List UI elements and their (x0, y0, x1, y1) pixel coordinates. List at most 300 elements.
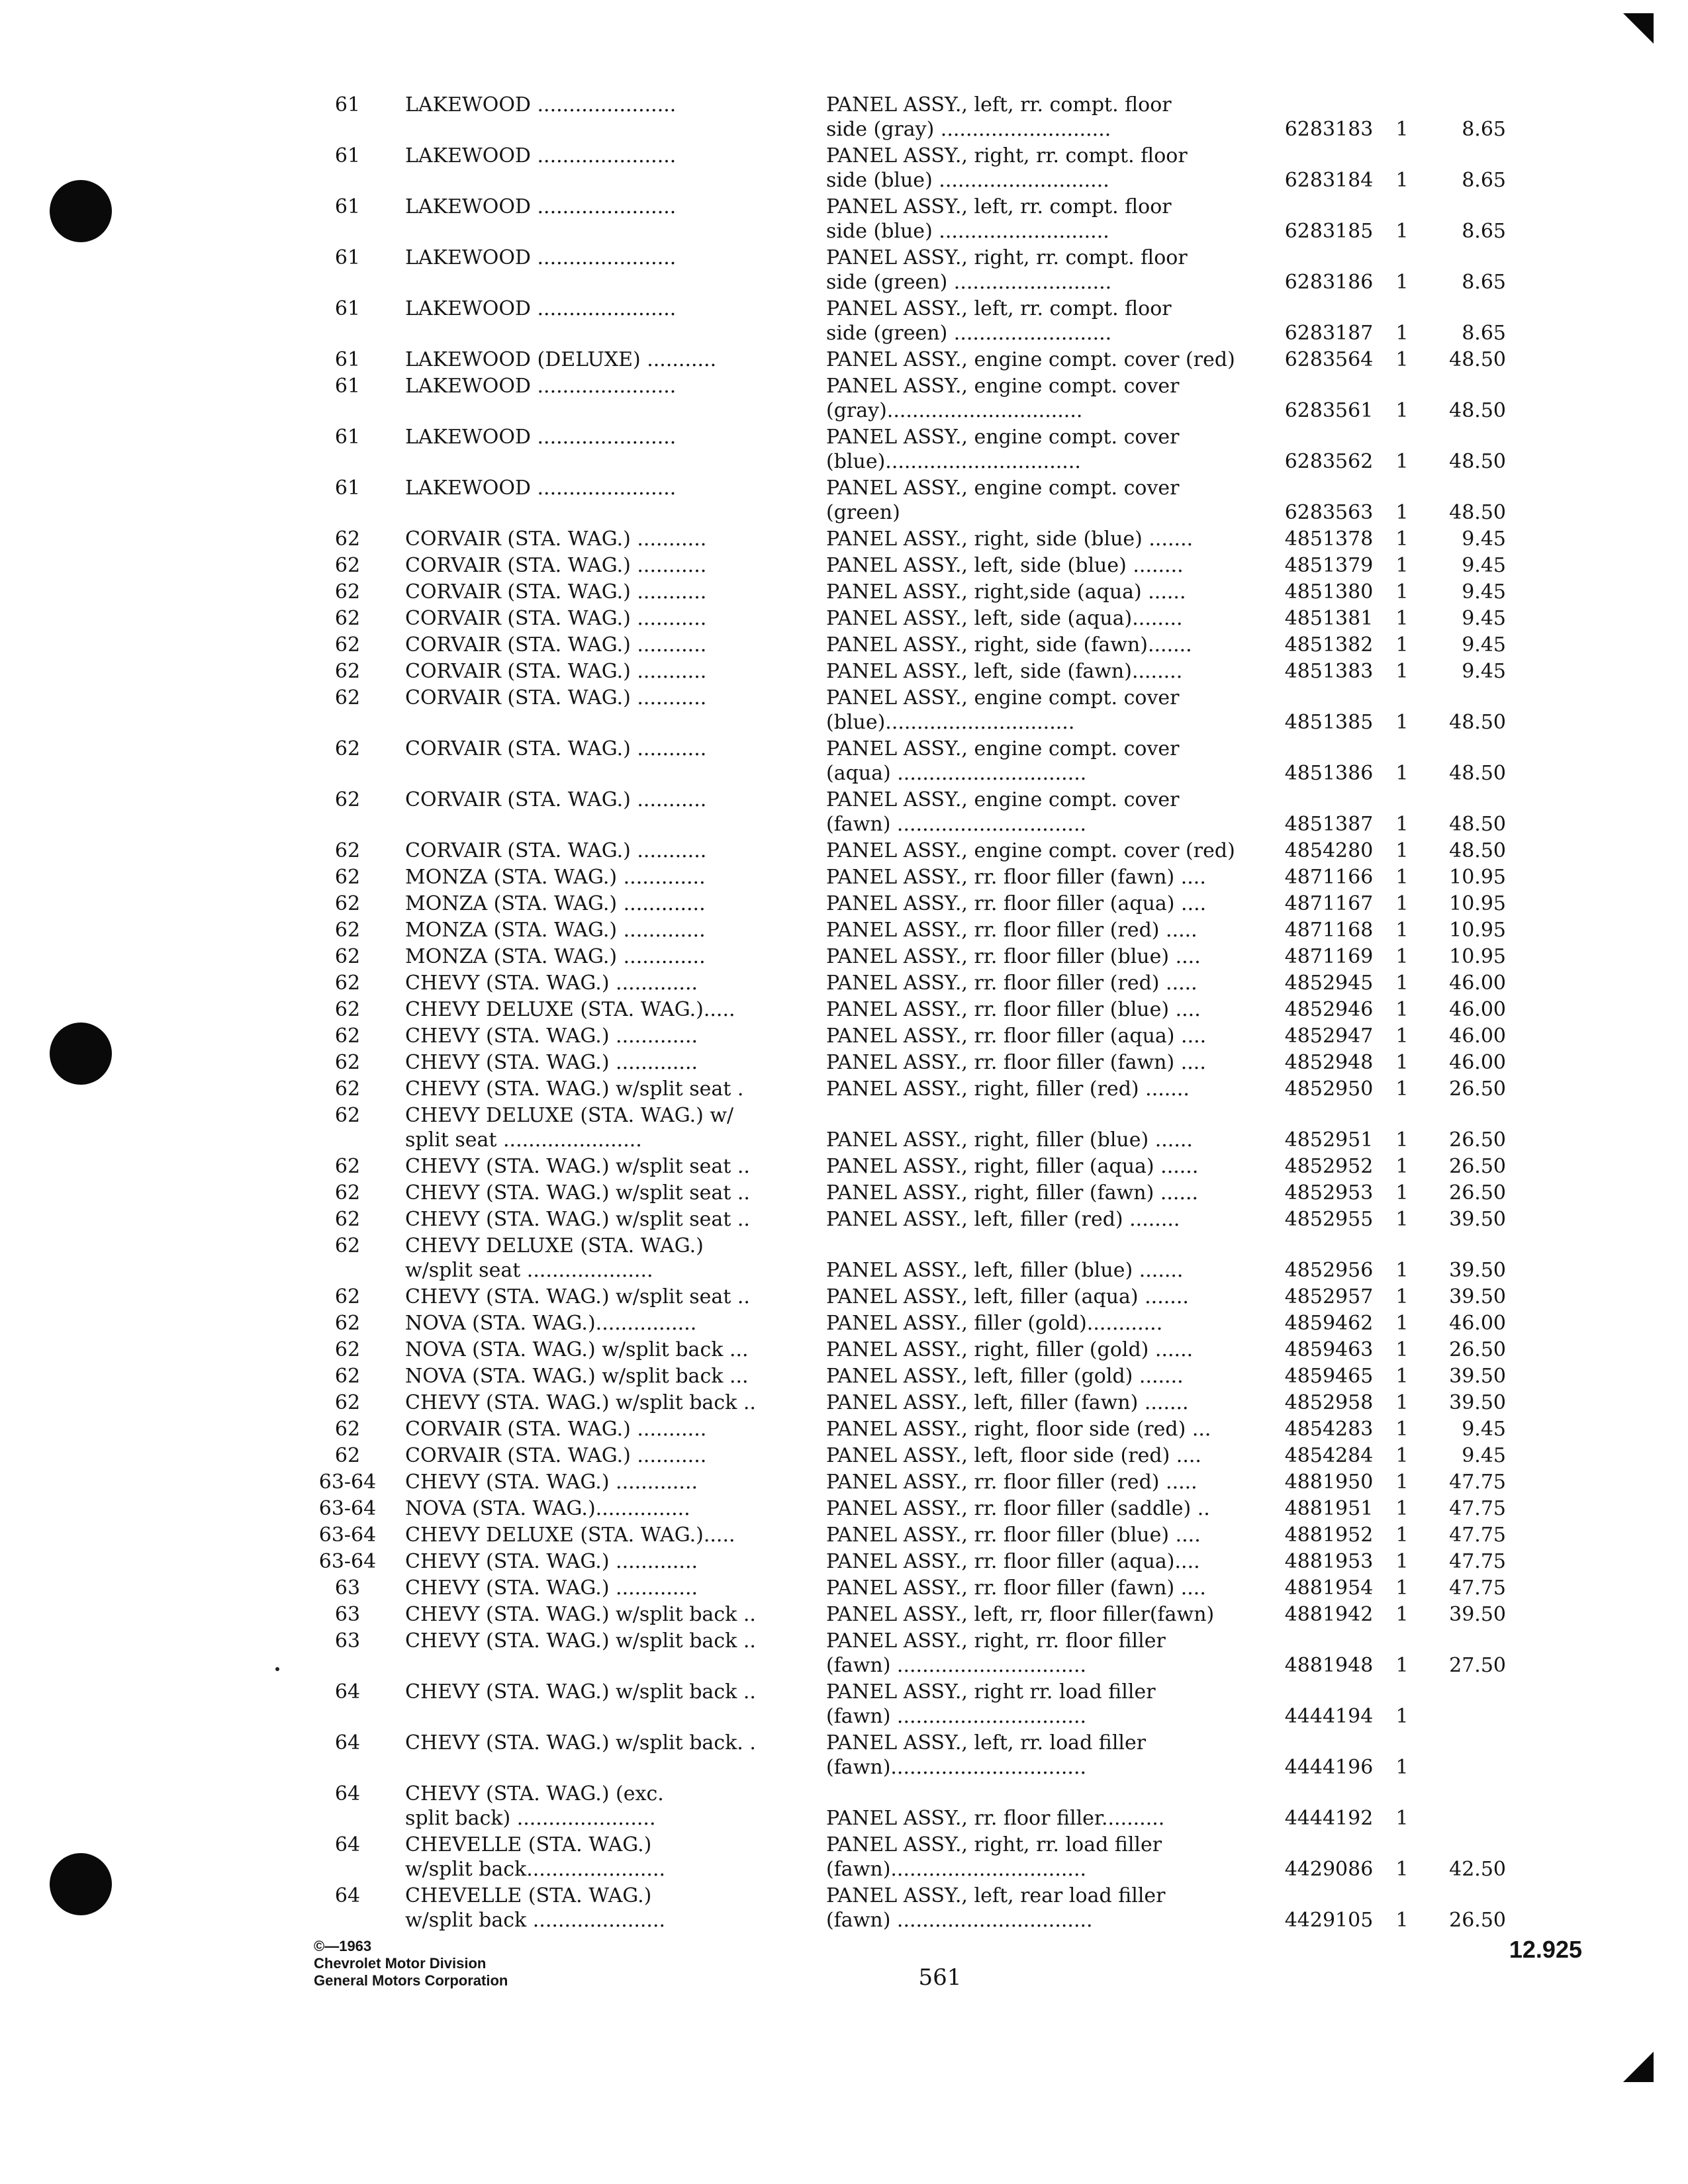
table-row (0, 997, 1688, 1022)
entry-model: NOVA (STA. WAG.) w/split back ... (405, 1338, 749, 1361)
entry-part-number: 4852958 (1284, 1391, 1374, 1414)
entry-year: 61 (334, 93, 361, 116)
entry-part-number: 6283187 (1284, 322, 1374, 345)
entry-year: 62 (334, 998, 361, 1021)
entry-description: PANEL ASSY., rr. floor filler (fawn) .... (826, 1051, 1206, 1074)
entry-year: 62 (334, 1365, 361, 1388)
entry-quantity: 1 (1395, 1654, 1409, 1677)
entry-description: PANEL ASSY., left, side (aqua)........ (826, 607, 1183, 630)
table-row (0, 1680, 1688, 1729)
entry-model: CHEVELLE (STA. WAG.) (405, 1884, 652, 1907)
entry-year: 61 (334, 195, 361, 218)
entry-quantity: 1 (1395, 1603, 1409, 1626)
entry-description: PANEL ASSY., right, rr. floor filler (826, 1629, 1166, 1653)
entry-year: 62 (334, 1338, 361, 1361)
entry-description: PANEL ASSY., left, filler (gold) ....... (826, 1365, 1184, 1388)
entry-description: PANEL ASSY., rr. floor filler (aqua) .... (826, 1024, 1207, 1048)
entry-price: 9.45 (1462, 554, 1506, 577)
entry-description: PANEL ASSY., right, filler (aqua) ...... (826, 1155, 1199, 1178)
section-number: 12.925 (1509, 1936, 1582, 1963)
entry-description: PANEL ASSY., rr. floor filler (fawn) .... (826, 866, 1206, 889)
entry-quantity: 1 (1395, 220, 1409, 243)
table-row (0, 1338, 1688, 1362)
entry-model: LAKEWOOD ...................... (405, 297, 677, 320)
entry-model: CHEVY (STA. WAG.) w/split back .. (405, 1680, 756, 1704)
entry-quantity: 1 (1395, 169, 1409, 192)
entry-model: MONZA (STA. WAG.) ............. (405, 866, 706, 889)
entry-year: 64 (334, 1680, 361, 1704)
entry-model: CORVAIR (STA. WAG.) ........... (405, 660, 707, 683)
entry-model: LAKEWOOD ...................... (405, 426, 677, 449)
entry-price: 8.65 (1462, 118, 1506, 141)
entry-description: PANEL ASSY., right rr. load filler (826, 1680, 1156, 1704)
entry-year: 62 (334, 737, 361, 760)
entry-quantity: 1 (1395, 554, 1409, 577)
entry-quantity: 1 (1395, 580, 1409, 604)
table-row (0, 944, 1688, 969)
entry-year: 61 (334, 426, 361, 449)
entry-description: PANEL ASSY., filler (gold)............ (826, 1312, 1163, 1335)
entry-part-number: 4851380 (1284, 580, 1374, 604)
entry-model: CORVAIR (STA. WAG.) ........... (405, 527, 707, 551)
entry-part-number: 4852951 (1284, 1128, 1374, 1152)
entry-year: 61 (334, 246, 361, 269)
entry-model-continued: w/split seat .................... (405, 1259, 653, 1282)
entry-model: LAKEWOOD (DELUXE) ........... (405, 348, 717, 371)
entry-model: CHEVY (STA. WAG.) w/split back .. (405, 1391, 756, 1414)
entry-year: 62 (334, 1181, 361, 1205)
corporation-name: General Motors Corporation (314, 1972, 508, 1989)
entry-year: 61 (334, 144, 361, 167)
entry-description: PANEL ASSY., right, filler (fawn) ...... (826, 1181, 1199, 1205)
entry-quantity: 1 (1395, 1471, 1409, 1494)
entry-description: PANEL ASSY., left, filler (fawn) ....... (826, 1391, 1189, 1414)
table-row (0, 246, 1688, 295)
entry-year: 62 (334, 839, 361, 862)
entry-price: 8.65 (1462, 169, 1506, 192)
table-row (0, 1629, 1688, 1678)
entry-price: 8.65 (1462, 322, 1506, 345)
entry-part-number: 4852953 (1284, 1181, 1374, 1205)
entry-model: MONZA (STA. WAG.) ............. (405, 945, 706, 968)
entry-price: 26.50 (1449, 1181, 1506, 1205)
entry-price: 48.50 (1449, 450, 1506, 473)
entry-model: CHEVY DELUXE (STA. WAG.)..... (405, 998, 735, 1021)
entry-year: 62 (334, 1285, 361, 1308)
entry-part-number: 6283184 (1284, 169, 1374, 192)
table-row (0, 1470, 1688, 1494)
entry-quantity: 1 (1395, 633, 1409, 657)
entry-quantity: 1 (1395, 1365, 1409, 1388)
entry-part-number: 4881953 (1284, 1550, 1374, 1573)
entry-description: PANEL ASSY., left, rr. compt. floor (826, 195, 1172, 218)
entry-model: CHEVY (STA. WAG.) (exc. (405, 1782, 664, 1805)
entry-description-continued: side (green) ......................... (826, 271, 1112, 294)
entry-year: 62 (334, 527, 361, 551)
entry-description: PANEL ASSY., rr. floor filler (red) ..... (826, 919, 1197, 942)
entry-quantity: 1 (1395, 866, 1409, 889)
entry-description: PANEL ASSY., right, filler (gold) ...... (826, 1338, 1194, 1361)
table-row (0, 1884, 1688, 1933)
entry-quantity: 1 (1395, 945, 1409, 968)
entry-quantity: 1 (1395, 892, 1409, 915)
entry-model: CORVAIR (STA. WAG.) ........... (405, 1444, 707, 1467)
table-row (0, 1576, 1688, 1600)
entry-price: 46.00 (1449, 998, 1506, 1021)
entry-quantity: 1 (1395, 1756, 1409, 1779)
entry-part-number: 4851382 (1284, 633, 1374, 657)
entry-model-continued: split back) ...................... (405, 1807, 656, 1830)
entry-description-continued: (fawn) .............................. (826, 813, 1087, 836)
entry-quantity: 1 (1395, 1807, 1409, 1830)
table-row (0, 1443, 1688, 1468)
entry-description-continued: (gray)............................... (826, 399, 1083, 422)
entry-quantity: 1 (1395, 450, 1409, 473)
entry-price: 48.50 (1449, 399, 1506, 422)
entry-part-number: 4851385 (1284, 711, 1374, 734)
entry-model: CORVAIR (STA. WAG.) ........... (405, 788, 707, 811)
entry-part-number: 4881948 (1284, 1654, 1374, 1677)
entry-year: 63-64 (318, 1524, 377, 1547)
entry-price: 10.95 (1449, 945, 1506, 968)
entry-model: CHEVY (STA. WAG.) ............. (405, 1024, 698, 1048)
entry-description-continued: PANEL ASSY., left, filler (blue) ....... (826, 1259, 1184, 1282)
entry-description: PANEL ASSY., rr. floor filler (saddle) .. (826, 1497, 1210, 1520)
entry-quantity: 1 (1395, 399, 1409, 422)
entry-description-continued: (fawn) .............................. (826, 1654, 1087, 1677)
entry-part-number: 4429105 (1284, 1909, 1374, 1932)
entry-price: 39.50 (1449, 1259, 1506, 1282)
entry-description: PANEL ASSY., rr. floor filler (red) ..... (826, 1471, 1197, 1494)
entry-model: MONZA (STA. WAG.) ............. (405, 892, 706, 915)
entry-model: CHEVY (STA. WAG.) ............. (405, 1550, 698, 1573)
table-row (0, 553, 1688, 578)
entry-model: LAKEWOOD ...................... (405, 375, 677, 398)
entry-model: CORVAIR (STA. WAG.) ........... (405, 554, 707, 577)
table-row (0, 1234, 1688, 1283)
entry-price: 48.50 (1449, 762, 1506, 785)
entry-year: 62 (334, 866, 361, 889)
entry-part-number: 4871168 (1284, 919, 1374, 942)
entry-quantity: 1 (1395, 1444, 1409, 1467)
entry-price: 9.45 (1462, 607, 1506, 630)
entry-price: 39.50 (1449, 1391, 1506, 1414)
entry-year: 61 (334, 297, 361, 320)
entry-quantity: 1 (1395, 1497, 1409, 1520)
entry-quantity: 1 (1395, 998, 1409, 1021)
entry-description: PANEL ASSY., left, rr. compt. floor (826, 93, 1172, 116)
entry-year: 62 (334, 1208, 361, 1231)
entry-price: 9.45 (1462, 527, 1506, 551)
entry-part-number: 4871166 (1284, 866, 1374, 889)
entry-quantity: 1 (1395, 1051, 1409, 1074)
entry-part-number: 4852957 (1284, 1285, 1374, 1308)
entry-part-number: 6283186 (1284, 271, 1374, 294)
entry-model: CORVAIR (STA. WAG.) ........... (405, 580, 707, 604)
table-row (0, 425, 1688, 474)
entry-part-number: 4854283 (1284, 1418, 1374, 1441)
entry-price: 10.95 (1449, 892, 1506, 915)
entry-quantity: 1 (1395, 1705, 1409, 1728)
entry-description: PANEL ASSY., left, side (fawn)........ (826, 660, 1183, 683)
table-row (0, 1311, 1688, 1336)
entry-part-number: 4444192 (1284, 1807, 1374, 1830)
entry-model: CHEVY DELUXE (STA. WAG.) w/ (405, 1104, 734, 1127)
entry-price: 48.50 (1449, 839, 1506, 862)
entry-price: 10.95 (1449, 919, 1506, 942)
entry-price: 26.50 (1449, 1338, 1506, 1361)
entry-part-number: 4881942 (1284, 1603, 1374, 1626)
entry-part-number: 4852945 (1284, 972, 1374, 995)
entry-price: 9.45 (1462, 633, 1506, 657)
entry-part-number: 4851379 (1284, 554, 1374, 577)
entry-price: 9.45 (1462, 660, 1506, 683)
entry-description: PANEL ASSY., rr. floor filler (aqua).... (826, 1550, 1200, 1573)
entry-price: 46.00 (1449, 1051, 1506, 1074)
entry-year: 62 (334, 1312, 361, 1335)
entry-model: NOVA (STA. WAG.)............... (405, 1497, 690, 1520)
entry-price: 48.50 (1449, 348, 1506, 371)
table-row (0, 971, 1688, 995)
entry-year: 64 (334, 1884, 361, 1907)
table-row (0, 1417, 1688, 1441)
entry-year: 62 (334, 972, 361, 995)
entry-model: CHEVY (STA. WAG.) w/split back .. (405, 1629, 756, 1653)
entry-model: CHEVY (STA. WAG.) ............. (405, 1576, 698, 1600)
table-row (0, 580, 1688, 604)
table-row (0, 1602, 1688, 1627)
table-row (0, 1050, 1688, 1075)
table-row (0, 374, 1688, 423)
entry-part-number: 4881950 (1284, 1471, 1374, 1494)
entry-description: PANEL ASSY., engine compt. cover (826, 686, 1180, 709)
entry-price: 26.50 (1449, 1155, 1506, 1178)
entry-year: 62 (334, 1155, 361, 1178)
entry-year: 62 (334, 580, 361, 604)
entry-quantity: 1 (1395, 271, 1409, 294)
entry-price: 48.50 (1449, 711, 1506, 734)
table-row (0, 93, 1688, 142)
entry-description: PANEL ASSY., right, rr. load filler (826, 1833, 1162, 1856)
entry-part-number: 4851386 (1284, 762, 1374, 785)
entry-part-number: 4852955 (1284, 1208, 1374, 1231)
entry-model: CORVAIR (STA. WAG.) ........... (405, 1418, 707, 1441)
entry-year: 62 (334, 1024, 361, 1048)
table-row (0, 347, 1688, 372)
entry-part-number: 4851387 (1284, 813, 1374, 836)
table-row (0, 1077, 1688, 1101)
entry-quantity: 1 (1395, 527, 1409, 551)
table-row (0, 1285, 1688, 1309)
entry-part-number: 4852952 (1284, 1155, 1374, 1178)
table-row (0, 839, 1688, 863)
entry-description: PANEL ASSY., right, side (blue) ....... (826, 527, 1194, 551)
entry-description-continued: side (blue) ........................... (826, 220, 1109, 243)
entry-quantity: 1 (1395, 660, 1409, 683)
entry-description: PANEL ASSY., engine compt. cover (826, 788, 1180, 811)
entry-price: 26.50 (1449, 1909, 1506, 1932)
entry-year: 64 (334, 1833, 361, 1856)
table-row (0, 659, 1688, 684)
entry-year: 62 (334, 919, 361, 942)
entry-description: PANEL ASSY., left, filler (red) ........ (826, 1208, 1180, 1231)
entry-description: PANEL ASSY., left, rr. load filler (826, 1731, 1147, 1754)
entry-description: PANEL ASSY., engine compt. cover (826, 737, 1180, 760)
entry-model: LAKEWOOD ...................... (405, 246, 677, 269)
table-row (0, 1782, 1688, 1831)
entry-quantity: 1 (1395, 813, 1409, 836)
entry-description: PANEL ASSY., right, floor side (red) ... (826, 1418, 1211, 1441)
entry-year: 62 (334, 1234, 361, 1257)
entry-model: LAKEWOOD ...................... (405, 93, 677, 116)
table-row (0, 1390, 1688, 1415)
entry-year: 62 (334, 1077, 361, 1101)
table-row (0, 144, 1688, 193)
entry-year: 62 (334, 892, 361, 915)
table-row (0, 1833, 1688, 1882)
entry-description: PANEL ASSY., left, floor side (red) .... (826, 1444, 1201, 1467)
entry-price: 10.95 (1449, 866, 1506, 889)
entry-description: PANEL ASSY., rr. floor filler (fawn) .... (826, 1576, 1206, 1600)
entry-model: CHEVY (STA. WAG.) ............. (405, 972, 698, 995)
entry-quantity: 1 (1395, 1576, 1409, 1600)
entry-model: CHEVY (STA. WAG.) ............. (405, 1471, 698, 1494)
entry-price: 27.50 (1449, 1654, 1506, 1677)
table-row (0, 1103, 1688, 1152)
entry-part-number: 4871169 (1284, 945, 1374, 968)
entry-quantity: 1 (1395, 1338, 1409, 1361)
entry-year: 62 (334, 1391, 361, 1414)
table-row (0, 1207, 1688, 1232)
entry-quantity: 1 (1395, 711, 1409, 734)
entry-quantity: 1 (1395, 322, 1409, 345)
entry-quantity: 1 (1395, 1909, 1409, 1932)
entry-part-number: 4444196 (1284, 1756, 1374, 1779)
entry-model: NOVA (STA. WAG.) w/split back ... (405, 1365, 749, 1388)
entry-description: PANEL ASSY., right,side (aqua) ...... (826, 580, 1186, 604)
entry-part-number: 4852948 (1284, 1051, 1374, 1074)
entry-price: 46.00 (1449, 1312, 1506, 1335)
entry-description-continued: PANEL ASSY., right, filler (blue) ...... (826, 1128, 1193, 1152)
entry-part-number: 4859463 (1284, 1338, 1374, 1361)
entry-year: 63-64 (318, 1497, 377, 1520)
entry-price: 48.50 (1449, 501, 1506, 524)
entry-price: 47.75 (1449, 1524, 1506, 1547)
entry-price: 39.50 (1449, 1285, 1506, 1308)
entry-model: CORVAIR (STA. WAG.) ........... (405, 686, 707, 709)
entry-model: NOVA (STA. WAG.)................ (405, 1312, 697, 1335)
entry-part-number: 4881951 (1284, 1497, 1374, 1520)
entry-quantity: 1 (1395, 1077, 1409, 1101)
table-row (0, 527, 1688, 551)
entry-part-number: 4859462 (1284, 1312, 1374, 1335)
entry-year: 62 (334, 633, 361, 657)
entry-quantity: 1 (1395, 607, 1409, 630)
entry-quantity: 1 (1395, 1181, 1409, 1205)
entry-year: 63 (334, 1576, 361, 1600)
entry-description-continued: (fawn)............................... (826, 1756, 1087, 1779)
entry-model: CHEVY (STA. WAG.) w/split seat . (405, 1077, 744, 1101)
entry-part-number: 4854284 (1284, 1444, 1374, 1467)
entry-quantity: 1 (1395, 1285, 1409, 1308)
entry-description: PANEL ASSY., left, rear load filler (826, 1884, 1166, 1907)
entry-model: CHEVY (STA. WAG.) w/split seat .. (405, 1155, 750, 1178)
entry-part-number: 4851383 (1284, 660, 1374, 683)
entry-model-continued: split seat ...................... (405, 1128, 642, 1152)
entry-part-number: 6283564 (1284, 348, 1374, 371)
entry-quantity: 1 (1395, 1155, 1409, 1178)
entry-year: 63 (334, 1629, 361, 1653)
entry-description: PANEL ASSY., engine compt. cover (red) (826, 348, 1235, 371)
entry-description-continued: side (gray) ........................... (826, 118, 1111, 141)
table-row (0, 1181, 1688, 1205)
entry-price: 46.00 (1449, 972, 1506, 995)
corner-mark-bottom-right (1623, 2052, 1654, 2082)
entry-model: CHEVY (STA. WAG.) ............. (405, 1051, 698, 1074)
table-row (0, 1731, 1688, 1780)
page-number: 561 (918, 1964, 962, 1991)
entry-model: LAKEWOOD ...................... (405, 195, 677, 218)
entry-quantity: 1 (1395, 1524, 1409, 1547)
entry-description: PANEL ASSY., engine compt. cover (826, 375, 1180, 398)
entry-description: PANEL ASSY., rr. floor filler (aqua) .... (826, 892, 1207, 915)
entry-description-continued: (aqua) .............................. (826, 762, 1087, 785)
entry-model: CORVAIR (STA. WAG.) ........... (405, 839, 707, 862)
entry-year: 64 (334, 1782, 361, 1805)
entry-part-number: 6283563 (1284, 501, 1374, 524)
entry-quantity: 1 (1395, 1858, 1409, 1881)
entry-model: CHEVY (STA. WAG.) w/split seat .. (405, 1285, 750, 1308)
entry-model-continued: w/split back ..................... (405, 1909, 666, 1932)
entry-price: 42.50 (1449, 1858, 1506, 1881)
entry-description: PANEL ASSY., rr. floor filler (blue) .... (826, 998, 1201, 1021)
entry-part-number: 6283562 (1284, 450, 1374, 473)
entry-description: PANEL ASSY., right, side (fawn)....... (826, 633, 1192, 657)
entry-year: 61 (334, 375, 361, 398)
entry-price: 47.75 (1449, 1471, 1506, 1494)
entry-part-number: 4854280 (1284, 839, 1374, 862)
entry-quantity: 1 (1395, 1391, 1409, 1414)
table-row (0, 1024, 1688, 1048)
entry-price: 48.50 (1449, 813, 1506, 836)
table-row (0, 633, 1688, 657)
entry-year: 62 (334, 660, 361, 683)
entry-part-number: 4444194 (1284, 1705, 1374, 1728)
entry-year: 62 (334, 1104, 361, 1127)
entry-description: PANEL ASSY., left, side (blue) ........ (826, 554, 1184, 577)
entry-price: 9.45 (1462, 1444, 1506, 1467)
entry-price: 9.45 (1462, 580, 1506, 604)
entry-description: PANEL ASSY., rr. floor filler (red) ..... (826, 972, 1197, 995)
table-row (0, 195, 1688, 244)
entry-price: 47.75 (1449, 1550, 1506, 1573)
entry-quantity: 1 (1395, 1312, 1409, 1335)
entry-year: 62 (334, 1444, 361, 1467)
entry-year: 62 (334, 945, 361, 968)
table-row (0, 1364, 1688, 1388)
entry-quantity: 1 (1395, 1418, 1409, 1441)
entry-part-number: 6283561 (1284, 399, 1374, 422)
entry-price: 8.65 (1462, 271, 1506, 294)
entry-price: 26.50 (1449, 1128, 1506, 1152)
entry-part-number: 4852947 (1284, 1024, 1374, 1048)
table-row (0, 606, 1688, 631)
entry-part-number: 6283185 (1284, 220, 1374, 243)
entry-model: LAKEWOOD ...................... (405, 477, 677, 500)
entry-year: 62 (334, 686, 361, 709)
entry-year: 62 (334, 1418, 361, 1441)
entry-model: CHEVY (STA. WAG.) w/split seat .. (405, 1181, 750, 1205)
